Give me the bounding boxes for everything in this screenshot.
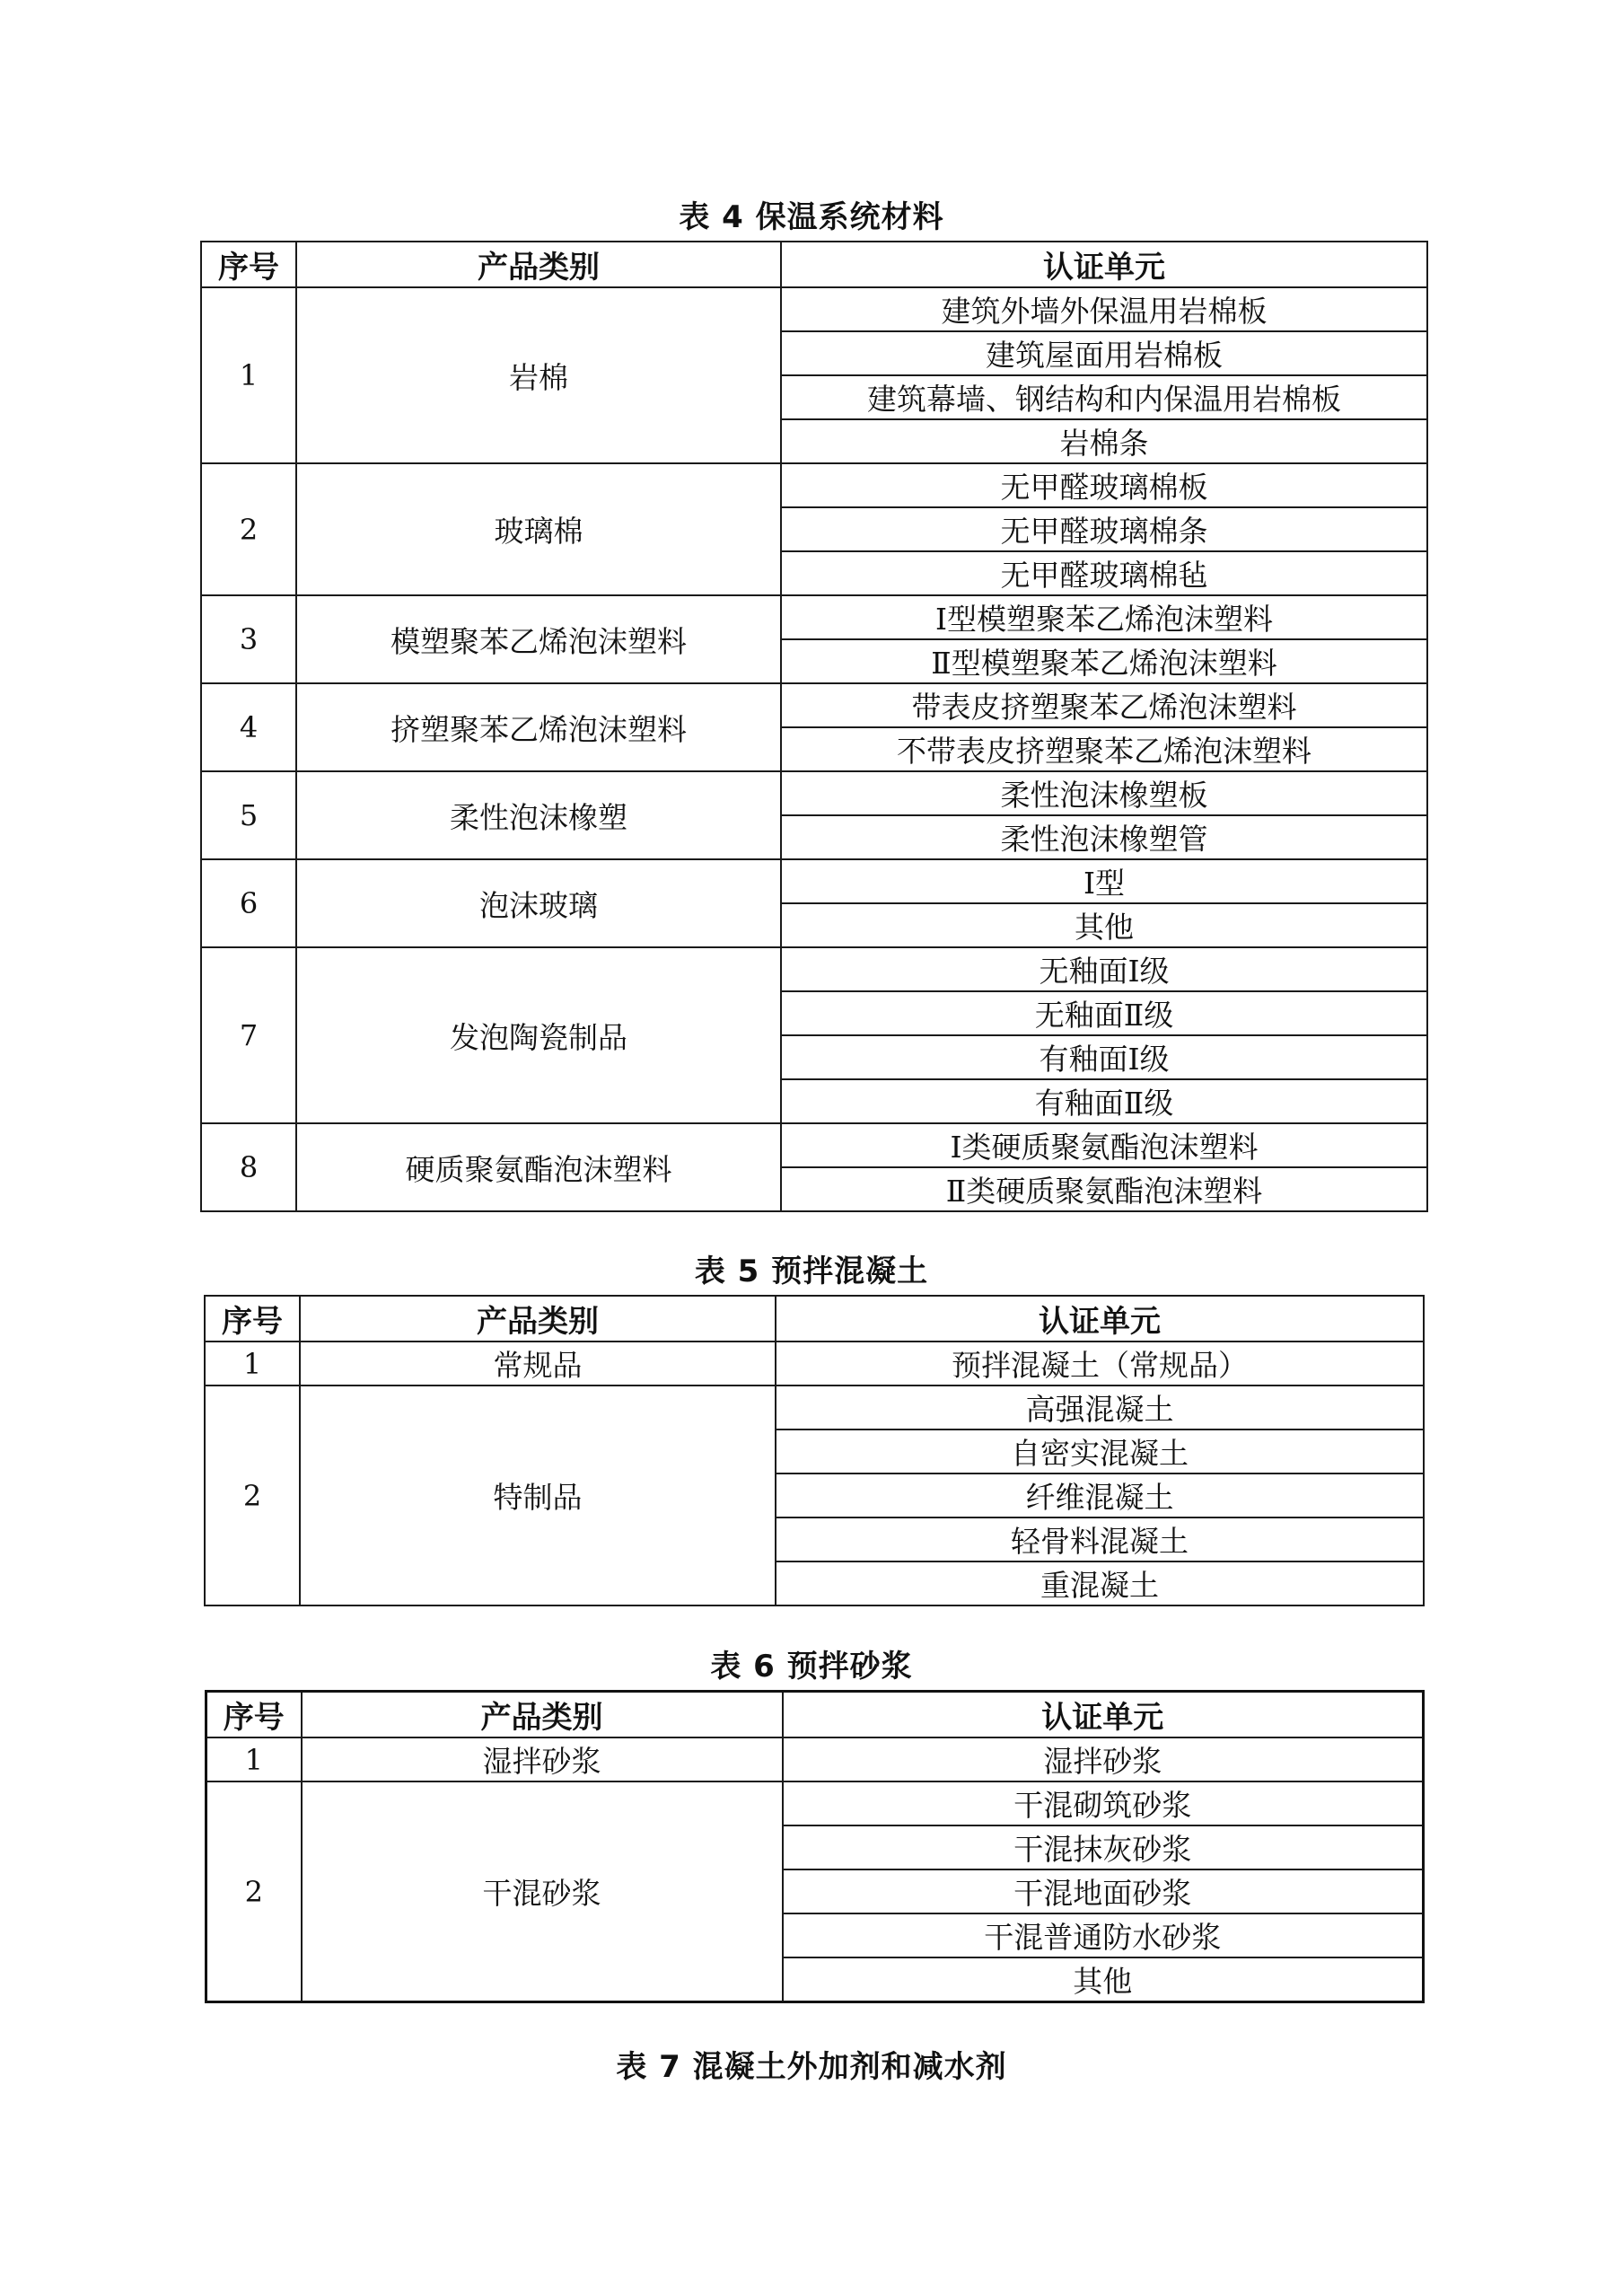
product-category: 干混砂浆 <box>302 1781 783 2002</box>
certification-unit: 其他 <box>781 903 1427 947</box>
certification-unit: Ⅱ类硬质聚氨酯泡沫塑料 <box>781 1167 1427 1211</box>
product-category: 模塑聚苯乙烯泡沫塑料 <box>296 595 781 683</box>
certification-unit: 干混砌筑砂浆 <box>783 1781 1424 1825</box>
table5-caption: 表 5 预拌混凝土 <box>694 1254 929 1289</box>
row-number: 1 <box>201 287 296 463</box>
header-unit: 认证单元 <box>781 242 1427 287</box>
header-unit: 认证单元 <box>783 1692 1424 1738</box>
certification-unit: Ⅰ型模塑聚苯乙烯泡沫塑料 <box>781 595 1427 639</box>
certification-unit: 预拌混凝土（常规品） <box>776 1342 1424 1386</box>
header-unit: 认证单元 <box>776 1296 1424 1342</box>
product-category: 硬质聚氨酯泡沫塑料 <box>296 1123 781 1211</box>
row-number: 2 <box>201 463 296 595</box>
table-row <box>201 1123 1427 1167</box>
certification-unit: 高强混凝土 <box>776 1386 1424 1430</box>
table-row <box>205 1386 1424 1430</box>
product-category: 柔性泡沫橡塑 <box>296 771 781 859</box>
row-number: 2 <box>205 1386 300 1605</box>
certification-unit: 干混抹灰砂浆 <box>783 1825 1424 1869</box>
product-category: 湿拌砂浆 <box>302 1737 783 1781</box>
table7-caption: 表 7 混凝土外加剂和减水剂 <box>616 2049 1007 2085</box>
product-category: 岩棉 <box>296 287 781 463</box>
product-category: 泡沫玻璃 <box>296 859 781 947</box>
certification-unit: 柔性泡沫橡塑管 <box>781 815 1427 859</box>
certification-unit: 无釉面Ⅱ级 <box>781 991 1427 1035</box>
row-number: 7 <box>201 947 296 1123</box>
certification-unit: 无甲醛玻璃棉板 <box>781 463 1427 507</box>
certification-unit: 干混普通防水砂浆 <box>783 1913 1424 1957</box>
certification-unit: 纤维混凝土 <box>776 1473 1424 1517</box>
table4-caption: 表 4 保温系统材料 <box>679 199 944 235</box>
header-row <box>205 1296 1424 1342</box>
certification-unit: 带表皮挤塑聚苯乙烯泡沫塑料 <box>781 683 1427 727</box>
row-number: 1 <box>205 1342 300 1386</box>
header-category: 产品类别 <box>302 1692 783 1738</box>
table-row <box>201 287 1427 331</box>
certification-unit: Ⅰ型 <box>781 859 1427 903</box>
table-row <box>201 859 1427 903</box>
product-category: 玻璃棉 <box>296 463 781 595</box>
row-number: 1 <box>206 1737 302 1781</box>
table-row <box>205 1342 1424 1386</box>
table5 <box>204 1295 1425 1606</box>
table-row <box>201 947 1427 991</box>
header-category: 产品类别 <box>300 1296 776 1342</box>
row-number: 5 <box>201 771 296 859</box>
table-row <box>206 1737 1424 1781</box>
table-row <box>201 683 1427 727</box>
table-row <box>201 771 1427 815</box>
product-category: 常规品 <box>300 1342 776 1386</box>
row-number: 3 <box>201 595 296 683</box>
table4 <box>200 241 1428 1212</box>
table-row <box>206 1781 1424 1825</box>
certification-unit: 有釉面Ⅱ级 <box>781 1079 1427 1123</box>
certification-unit: 建筑幕墙、钢结构和内保温用岩棉板 <box>781 375 1427 419</box>
certification-unit: Ⅰ类硬质聚氨酯泡沫塑料 <box>781 1123 1427 1167</box>
row-number: 8 <box>201 1123 296 1211</box>
product-category: 发泡陶瓷制品 <box>296 947 781 1123</box>
header-no: 序号 <box>201 242 296 287</box>
header-no: 序号 <box>206 1692 302 1738</box>
table-row <box>201 595 1427 639</box>
certification-unit: Ⅱ型模塑聚苯乙烯泡沫塑料 <box>781 639 1427 683</box>
row-number: 2 <box>206 1781 302 2002</box>
row-number: 4 <box>201 683 296 771</box>
table-row <box>201 463 1427 507</box>
certification-unit: 岩棉条 <box>781 419 1427 463</box>
certification-unit: 有釉面Ⅰ级 <box>781 1035 1427 1079</box>
table6 <box>205 1690 1425 2003</box>
certification-unit: 其他 <box>783 1957 1424 2002</box>
table6-caption: 表 6 预拌砂浆 <box>710 1649 913 1685</box>
certification-unit: 轻骨料混凝土 <box>776 1517 1424 1561</box>
header-category: 产品类别 <box>296 242 781 287</box>
header-row <box>206 1692 1424 1738</box>
certification-unit: 无甲醛玻璃棉条 <box>781 507 1427 551</box>
product-category: 特制品 <box>300 1386 776 1605</box>
header-row <box>201 242 1427 287</box>
certification-unit: 无釉面Ⅰ级 <box>781 947 1427 991</box>
certification-unit: 重混凝土 <box>776 1561 1424 1605</box>
certification-unit: 湿拌砂浆 <box>783 1737 1424 1781</box>
certification-unit: 建筑外墙外保温用岩棉板 <box>781 287 1427 331</box>
certification-unit: 建筑屋面用岩棉板 <box>781 331 1427 375</box>
product-category: 挤塑聚苯乙烯泡沫塑料 <box>296 683 781 771</box>
header-no: 序号 <box>205 1296 300 1342</box>
certification-unit: 无甲醛玻璃棉毡 <box>781 551 1427 595</box>
certification-unit: 柔性泡沫橡塑板 <box>781 771 1427 815</box>
row-number: 6 <box>201 859 296 947</box>
certification-unit: 干混地面砂浆 <box>783 1869 1424 1913</box>
certification-unit: 不带表皮挤塑聚苯乙烯泡沫塑料 <box>781 727 1427 771</box>
certification-unit: 自密实混凝土 <box>776 1430 1424 1473</box>
